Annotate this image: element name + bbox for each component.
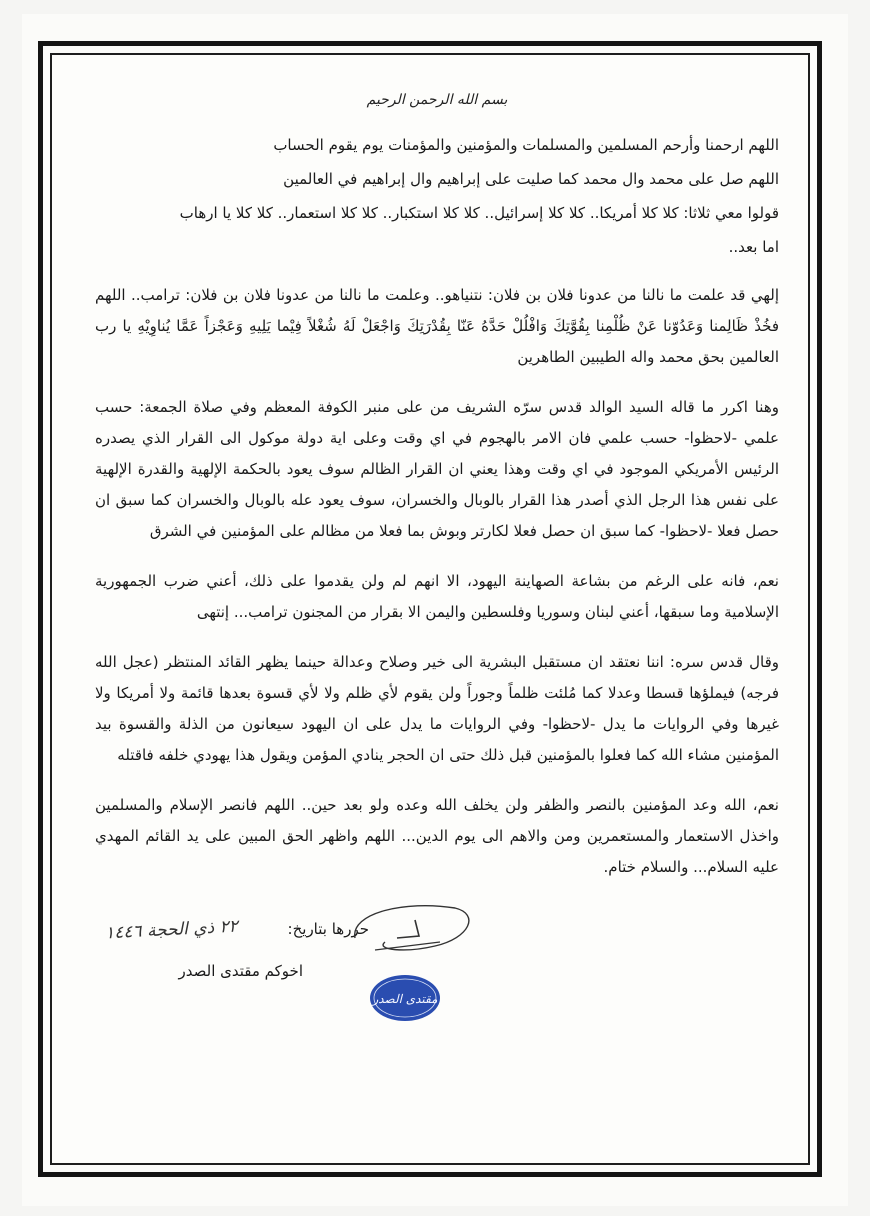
paragraph-5: نعم، الله وعد المؤمنين بالنصر والظفر ولن يخلف الله وعده ولو بعد حين.. اللهم فانصر الإسلام والمسلمين واخذل الاستعمار والمستعمرين ومن والاهم الى يوم الدين... اللهم واظهر الحق المبين على يد القائم المهدي عليه السلام... والسلام ختام. xyxy=(95,796,779,876)
handwritten-date: ٢٢ ذي الحجة ١٤٤٦ xyxy=(104,916,239,944)
paragraph-2: وهنا اكرر ما قاله السيد الوالد قدس سرّه الشريف من على منبر الكوفة المعظم وفي صلاة الجمعة: حسب علمي -لاحظوا- حسب علمي فان الامر بالهجوم في اي وقت وعلى اية دولة موكول الى القرار الذي يصدره الرئيس الأمريكي الموجود في اي وقت وهذا يعني ان القرار الظالم سوف يعود بالحكمة الإلهية والقدرة الإلهية على نفس هذا الرجل الذي أصدر هذا القرار بالوبال والخسران، سوف يعود عله بالوبال والخسران كما سبق ان حصل فعلا -لاحظوا- كما سبق ان حصل فعلا لكارتر وبوش بما فعلا من مظالم على المؤمنين في الشرق xyxy=(95,398,779,540)
paragraph-3: نعم، فانه على الرغم من بشاعة الصهاينة اليهود، الا انهم لم ولن يقدموا على ذلك، أعني ضرب الجمهورية الإسلامية وما سبقها، أعني لبنان وسوريا وفلسطين واليمن الا بقرار من المجنون ترامب... إنتهى xyxy=(95,572,779,621)
seal-text: مقتدى الصدر xyxy=(372,992,438,1006)
seal-stamp-icon xyxy=(369,974,441,1022)
letter-body xyxy=(95,82,779,902)
paragraph-1: إلهي قد علمت ما نالنا من عدونا فلان بن فلان: نتنياهو.. وعلمت ما نالنا من عدونا فلان بن فلان: ترامب.. اللهم فخُذْ ظَالِمنا وَعَدُوّنا عَنْ ظُلْمِنا بِقُوَّتِكَ وَافْلُلْ حَدَّهُ عَنّا بِقُدْرَتِكَ وَاجْعَلْ لَهُ شُغْلاً فِيْما يَلِيهِ وَعَجْزاً عَمَّا يُناوِيْهِ يا رب العالمين بحق محمد واله الطيبين الطاهرين xyxy=(95,286,779,366)
opening-line-3: قولوا معي ثلاثا: كلا كلا أمريكا.. كلا كلا إسرائيل.. كلا كلا استكبار.. كلا كلا استعمار.. كلا كلا يا ارهاب xyxy=(179,204,779,222)
signer-name: اخوكم مقتدى الصدر xyxy=(178,962,303,980)
paragraph-4: وقال قدس سره: اننا نعتقد ان مستقبل البشرية الى خير وصلاح وعدالة حينما يظهر القائد المنتظر (عجل الله فرجه) فيملؤها قسطا وعدلا كما مُلئت ظلماً وجوراً ولن يقوم لأي ظلم ولا لأي قسوة بعدها قائمة ولا أمريكا ولا غيرها وفي الروايات ما يدل -لاحظوا- وفي الروايات ما يدل على ان اليهود سيعانون من الذلة والقسوة بيد المؤمنين مشاء الله كما فعلوا بالمؤمنين قبل ذلك حتى ان الحجر ينادي المؤمن ويقول هذا يهودي خلفه فاقتله xyxy=(95,653,779,764)
opening-line-1: اللهم ارحمنا وأرحم المسلمين والمسلمات والمؤمنين والمؤمنات يوم يقوم الحساب xyxy=(273,136,779,154)
opening-line-2: اللهم صل على محمد وال محمد كما صليت على إبراهيم وال إبراهيم في العالمين xyxy=(283,170,779,188)
signature-scribble-icon xyxy=(345,898,475,958)
signature-block xyxy=(95,890,779,1040)
opening-line-4: اما بعد.. xyxy=(728,238,779,256)
dated-label: حررها بتاريخ: xyxy=(287,920,369,938)
basmala-heading: بسم الله الرحمن الرحيم xyxy=(366,92,508,108)
